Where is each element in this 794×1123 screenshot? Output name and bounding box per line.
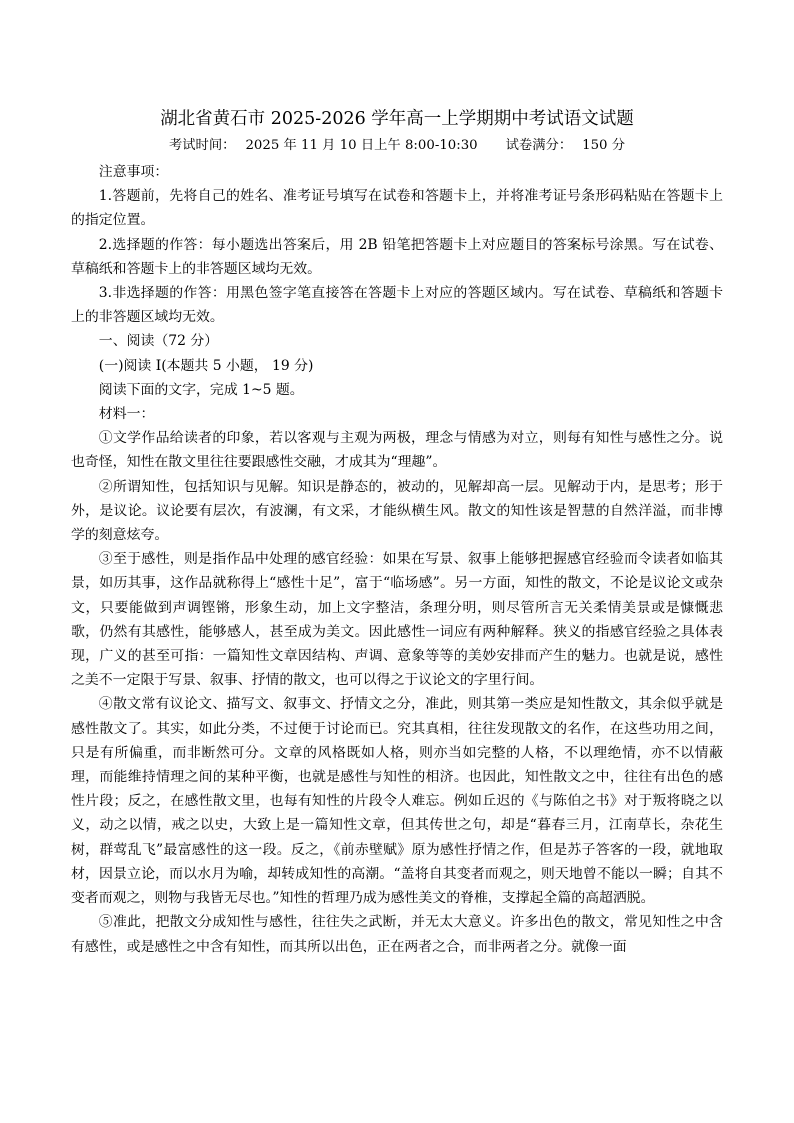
passage-paragraph-5: ⑤准此，把散文分成知性与感性，往往失之武断，并无太大意义。许多出色的散文，常见知性之中含有感性，或是感性之中含有知性，而其所以出色，正在两者之合，而非两者之分。就像一面: [71, 914, 723, 955]
passage-paragraph-4: ④散文常有议论文、描写文、叙事文、抒情文之分，准此，则其第一类应是知性散文，其余似乎就是感性散文了。其实，如此分类，不过便于讨论而已。究其真相，往往发现散文的名作，在这些功用之间，只是有所偏重，而非断然可分。文章的风格既如人格，则亦当如完整的人格，不以理绝情，亦不以情蔽理，而能维持情理之间的某种平衡，也就是感性与知性的相济。也因此，知性散文之中，往往有出色的感性片段；反之，在感性散文里，也每有知性的片段令人难忘。例如丘迟的《与陈伯之书》对于叛将晓之以义，动之以情，戒之以史，大致上是一篇知性文章，但其传世之句，却是“暮春三月，江南草长，杂花生树，群莺乱飞”最富感性的这一段。反之，《前赤壁赋》原为感性抒情之作，但是苏子答客的一段，就地取材，因景立论，而以水月为喻，却转成知性的高潮。“盖将自其变者而观之，则天地曾不能以一瞬；自其不变者而观之，则物与我皆无尽也。”知性的哲理乃成为感性美文的脊椎，支撑起全篇的高超洒脱。: [71, 696, 723, 907]
passage-paragraph-2: ②所谓知性，包括知识与见解。知识是静态的，被动的，见解却高一层。见解动于内，是思考；形于外，是议论。议论要有层次，有波澜，有文采，才能纵横生风。散文的知性该是智慧的自然洋溢，而非博学的刻意炫夸。: [71, 478, 723, 544]
full-score-label: 试卷满分：: [505, 138, 573, 153]
exam-page: [71, 104, 723, 959]
notes-item-1: 1.答题前，先将自己的姓名、准考证号填写在试卷和答题卡上，并将准考证号条形码粘贴在答题卡上的指定位置。: [71, 188, 723, 229]
full-score-value: 150 分: [582, 138, 626, 153]
notes-item-2: 2.选择题的作答：每小题选出答案后，用 2B 铅笔把答题卡上对应题目的答案标号涂黑。写在试卷、草稿纸和答题卡上的非答题区域均无效。: [71, 236, 723, 277]
exam-time: [169, 138, 478, 153]
full-score: [506, 138, 625, 153]
exam-time-label: 考试时间：: [168, 138, 236, 153]
notes-item-3: 3.非选择题的作答：用黑色签字笔直接答在答题卡上对应的答题区域内。写在试卷、草稿纸和答题卡上的非答题区域均无效。: [71, 285, 723, 326]
exam-title: 湖北省黄石市 2025-2026 学年高一上学期期中考试语文试题: [160, 109, 634, 129]
passage-paragraph-1: ①文学作品给读者的印象，若以客观与主观为两极，理念与情感为对立，则每有知性与感性之分。说也奇怪，知性在散文里往往要跟感性交融，才成其为“理趣”。: [71, 430, 723, 471]
exam-info-line: [71, 136, 723, 156]
passage-paragraph-3: ③至于感性，则是指作品中处理的感官经验：如果在写景、叙事上能够把握感官经验而令读者如临其景，如历其事，这作品就称得上“感性十足”，富于“临场感”。另一方面，知性的散文，不论是议论文或杂文，只要能做到声调铿锵，形象生动，加上文字整洁，条理分明，则尽管所言无关柔情美景或是慷慨悲歌，仍然有其感性，能够感人，甚至成为美文。因此感性一词应有两种解释。狭义的指感官经验之具体表现，广义的甚至可指：一篇知性文章因结构、声调、意象等等的美妙安排而产生的魅力。也就是说，感性之美不一定限于写景、叙事、抒情的散文，也可以得之于议论文的字里行间。: [71, 551, 723, 689]
section-subheading: (一)阅读 I(本题共 5 小题， 19 分): [98, 357, 314, 374]
notes-heading: 注意事项：: [98, 164, 169, 180]
exam-time-value: 2025 年 11 月 10 日上午 8:00-10:30: [245, 138, 478, 153]
section-heading: 一、阅读（72 分）: [98, 333, 219, 350]
section-instruction: 阅读下面的文字，完成 1~5 题。: [98, 381, 304, 398]
material-label: 材料一：: [98, 406, 155, 423]
